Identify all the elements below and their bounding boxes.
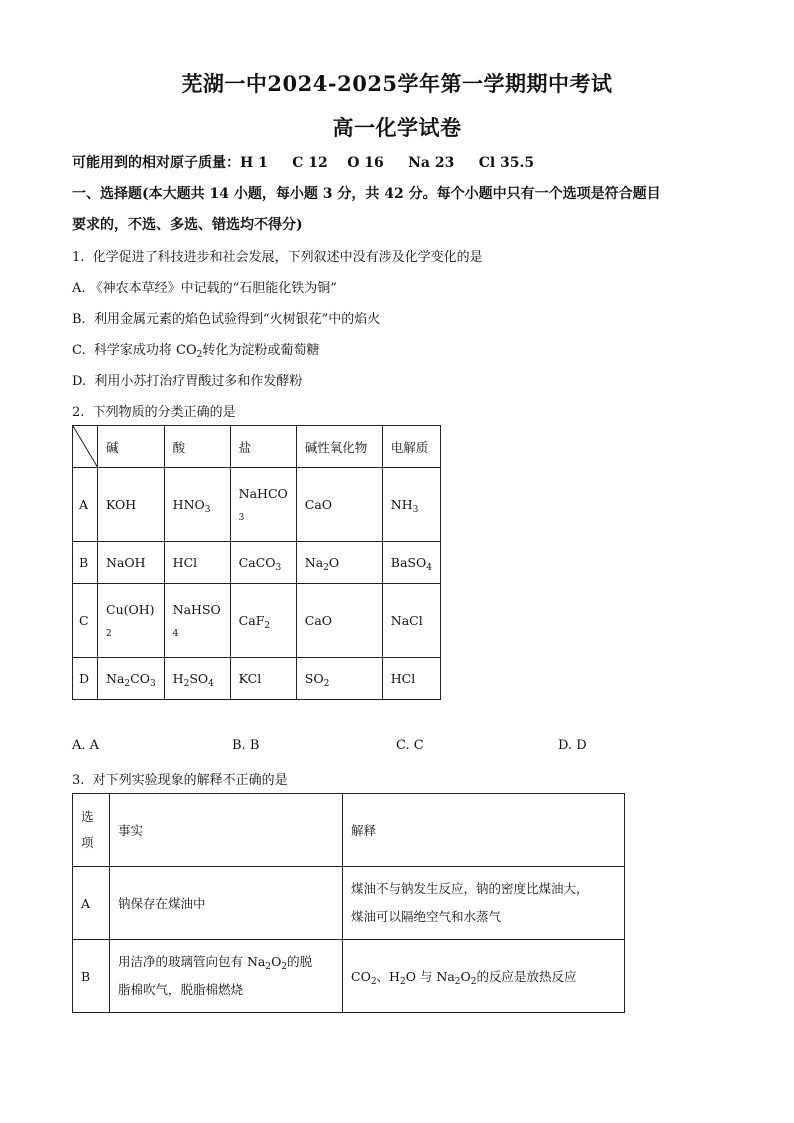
cell: BaSO$_4$ bbox=[382, 542, 440, 584]
header-acid: 酸 bbox=[164, 426, 230, 468]
cell: CaF$_2$ bbox=[230, 584, 296, 658]
table-row-d bbox=[73, 658, 441, 700]
cell: CaO bbox=[296, 468, 382, 542]
row-label: D bbox=[73, 658, 98, 700]
q2-option-d: D. D bbox=[558, 738, 587, 753]
diagonal-line bbox=[73, 426, 98, 468]
cell: $H_2SO_4$ bbox=[164, 658, 230, 700]
row-label: B bbox=[73, 542, 98, 584]
header-option: 选 项 bbox=[73, 794, 110, 867]
q1-option-d: D. 利用小苏打治疗胃酸过多和作发酵粉 bbox=[72, 374, 303, 389]
q3-explanation-table bbox=[72, 793, 625, 1013]
table-header-row bbox=[73, 794, 625, 867]
q3-stem: 3. 对下列实验现象的解释不正确的是 bbox=[72, 773, 288, 788]
row-label: C bbox=[73, 584, 98, 658]
header-salt: 盐 bbox=[230, 426, 296, 468]
q2-classification-table bbox=[72, 425, 441, 700]
cell: KOH bbox=[98, 468, 165, 542]
cell: NaHSO 4 bbox=[164, 584, 230, 658]
q2-stem: 2. 下列物质的分类正确的是 bbox=[72, 405, 236, 420]
explanation-cell: $CO_2$、$H_2O$ 与 $Na_2O_2$的反应是放热反应 bbox=[343, 940, 625, 1013]
q2-option-b: B. B bbox=[232, 738, 260, 753]
cell: $Na_2CO_3$ bbox=[98, 658, 165, 700]
cell: NaOH bbox=[98, 542, 165, 584]
cell: CaO bbox=[296, 584, 382, 658]
cell: $Na_2O$ bbox=[296, 542, 382, 584]
table-row-b bbox=[73, 940, 625, 1013]
q1-option-c: C. 科学家成功将 $CO_2$转化为淀粉或葡萄糖 bbox=[72, 343, 320, 360]
cell: NaCl bbox=[382, 584, 440, 658]
cell: NaHCO 3 bbox=[230, 468, 296, 542]
exam-subtitle: 高一化学试卷 bbox=[332, 115, 462, 140]
cell: CaCO$_3$ bbox=[230, 542, 296, 584]
table-row-a bbox=[73, 468, 441, 542]
section1-line2: 要求的，不选、多选、错选均不得分) bbox=[72, 217, 303, 233]
section1-line1: 一、选择题(本大题共 14 小题，每小题 3 分，共 42 分。每个小题中只有一个选项是符合题目 bbox=[72, 186, 661, 202]
header-fact: 事实 bbox=[110, 794, 343, 867]
cell: HCl bbox=[382, 658, 440, 700]
cell: $NH_3$ bbox=[382, 468, 440, 542]
header-electrolyte: 电解质 bbox=[382, 426, 440, 468]
q1-stem: 1. 化学促进了科技进步和社会发展，下列叙述中没有涉及化学变化的是 bbox=[72, 250, 483, 265]
cell: Cu(OH) 2 bbox=[98, 584, 165, 658]
table-row-b bbox=[73, 542, 441, 584]
header-basic-oxide: 碱性氧化物 bbox=[296, 426, 382, 468]
cell: KCl bbox=[230, 658, 296, 700]
q2-option-a: A. A bbox=[72, 738, 100, 753]
q2-option-c: C. C bbox=[396, 738, 424, 753]
q1-option-b: B. 利用金属元素的焰色试验得到“火树银花”中的焰火 bbox=[72, 312, 381, 327]
cell: HCl bbox=[164, 542, 230, 584]
table-row-a bbox=[73, 867, 625, 940]
table-row-c bbox=[73, 584, 441, 658]
fact-cell: 钠保存在煤油中 bbox=[110, 867, 343, 940]
fact-cell: 用洁净的玻璃管向包有 $Na_2O_2$的脱 脂棉吹气，脱脂棉燃烧 bbox=[110, 940, 343, 1013]
atomic-masses: 可能用到的相对原子质量：H 1 C 12 O 16 Na 23 Cl 35.5 bbox=[72, 155, 535, 171]
cell: $SO_2$ bbox=[296, 658, 382, 700]
q1-option-a: A. 《神农本草经》中记载的“石胆能化铁为铜” bbox=[72, 281, 337, 296]
row-label: A bbox=[73, 468, 98, 542]
cell: $HNO_3$ bbox=[164, 468, 230, 542]
header-explanation: 解释 bbox=[343, 794, 625, 867]
header-base: 碱 bbox=[98, 426, 165, 468]
table-corner-cell bbox=[73, 426, 98, 468]
row-label: A bbox=[73, 867, 110, 940]
exam-title: 芜湖一中2024-2025学年第一学期期中考试 bbox=[181, 71, 613, 96]
explanation-cell: 煤油不与钠发生反应，钠的密度比煤油大， 煤油可以隔绝空气和水蒸气 bbox=[343, 867, 625, 940]
row-label: B bbox=[73, 940, 110, 1013]
